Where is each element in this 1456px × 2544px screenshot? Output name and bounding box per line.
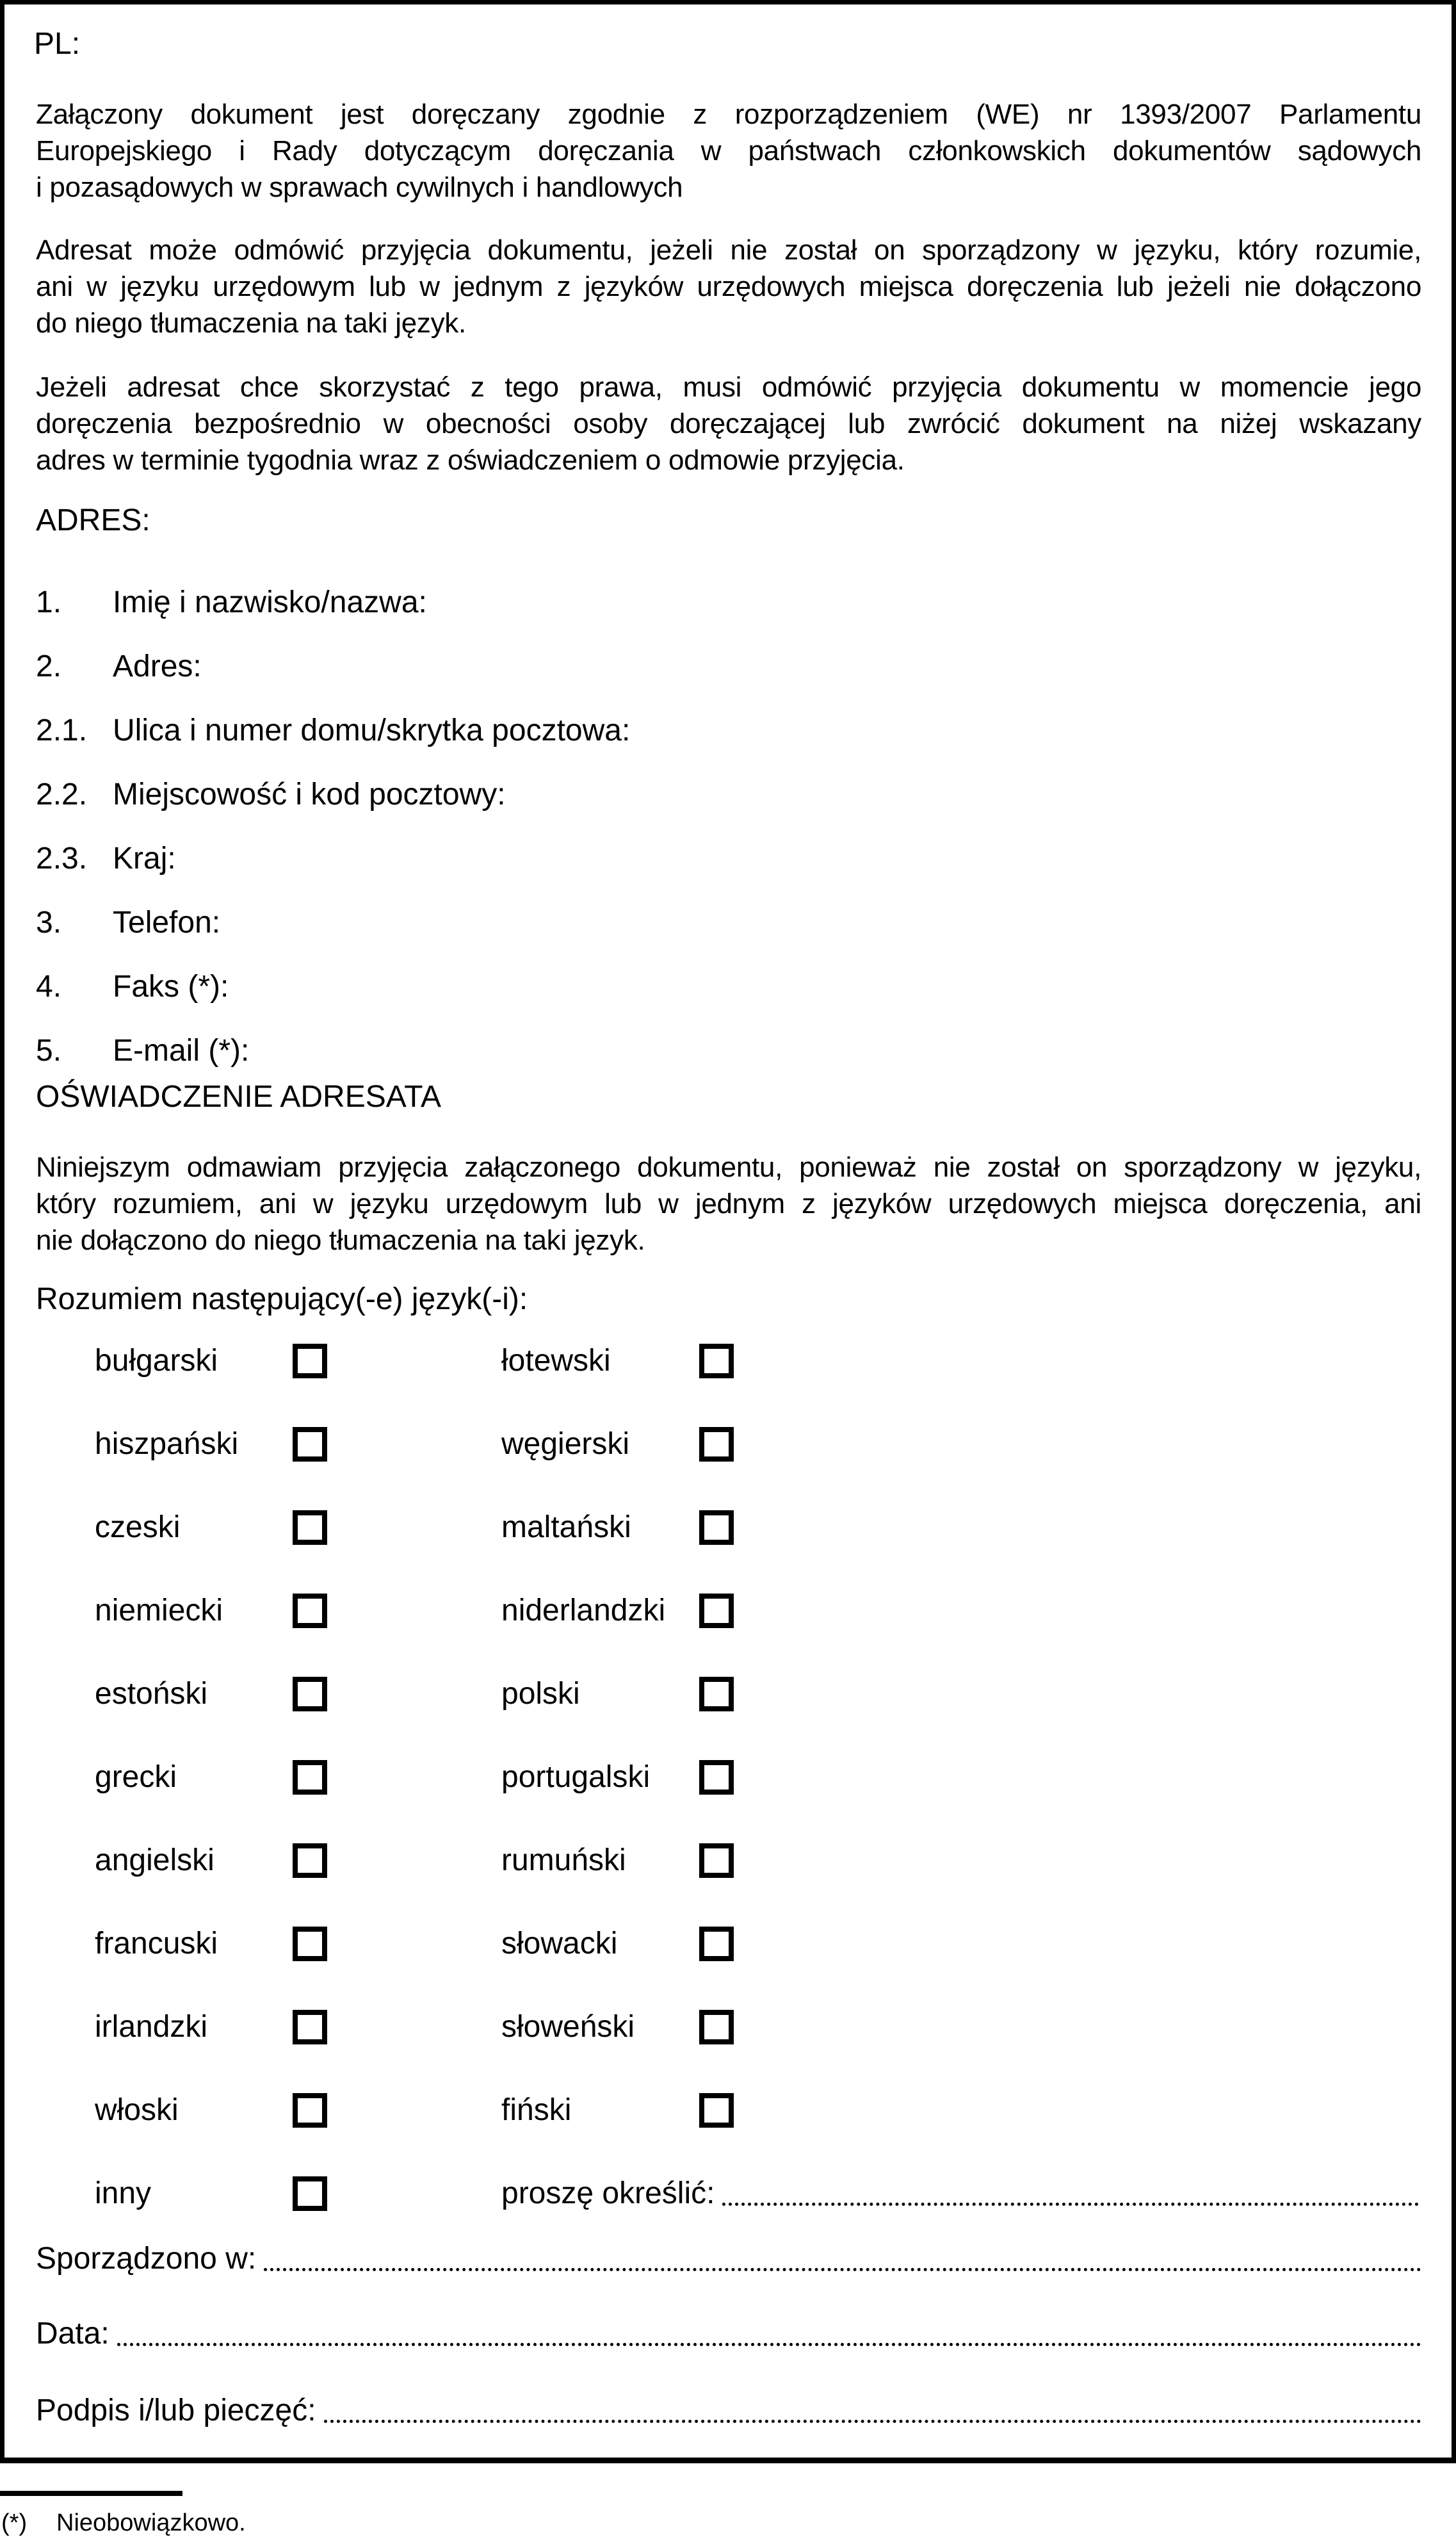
item-label: Telefon: xyxy=(113,906,221,940)
language-row-irlandzki-slowenski xyxy=(36,2005,1421,2050)
address-item-phone xyxy=(36,904,1421,941)
language-row-wloski-finski xyxy=(36,2088,1421,2133)
checkbox-wegierski[interactable] xyxy=(699,1427,734,1462)
paragraph-line: Adresat może odmówić przyjęcia dokumentu, jeżeli nie został on sporządzony w języku, który rozumie, xyxy=(36,234,1421,266)
language-label-rumunski: rumuński xyxy=(501,1843,626,1877)
language-row-angielski-rumunski xyxy=(36,1838,1421,1883)
language-code-label: PL: xyxy=(34,27,81,61)
checkbox-irlandzki[interactable] xyxy=(293,2010,327,2044)
item-number: 1. xyxy=(36,585,62,619)
language-label-niderlandzki: niderlandzki xyxy=(501,1594,666,1627)
footnote xyxy=(1,2507,246,2539)
checkbox-francuski[interactable] xyxy=(293,1927,327,1961)
field-label-data: Data: xyxy=(36,2317,109,2351)
checkbox-niemiecki[interactable] xyxy=(293,1594,327,1628)
checkbox-angielski[interactable] xyxy=(293,1843,327,1878)
checkbox-polski[interactable] xyxy=(699,1677,734,1711)
field-sporzadzono-w xyxy=(36,2240,1421,2277)
item-number: 3. xyxy=(36,906,62,940)
language-label-grecki: grecki xyxy=(95,1760,177,1794)
checkbox-portugalski[interactable] xyxy=(699,1760,734,1795)
language-label-irlandzki: irlandzki xyxy=(95,2010,208,2044)
item-label: Miejscowość i kod pocztowy: xyxy=(113,778,506,811)
item-label: Kraj: xyxy=(113,842,176,876)
checkbox-slowenski[interactable] xyxy=(699,2010,734,2044)
language-label-maltanski: maltański xyxy=(501,1510,631,1544)
paragraph-line: adres w terminie tygodnia wraz z oświadczeniem o odmowie przyjęcia. xyxy=(36,444,905,476)
checkbox-lotewski[interactable] xyxy=(699,1344,734,1378)
field-label-podpis: Podpis i/lub pieczęć: xyxy=(36,2393,316,2427)
language-label-wloski: włoski xyxy=(95,2093,179,2127)
language-label-inny: inny xyxy=(95,2176,152,2210)
paragraph-line: nie dołączono do niego tłumaczenia na taki język. xyxy=(36,1225,645,1256)
language-row-francuski-slowacki xyxy=(36,1921,1421,1966)
item-label: Imię i nazwisko/nazwa: xyxy=(113,585,427,619)
specify-other-label: proszę określić: xyxy=(501,2176,715,2210)
paragraph-line: ani w języku urzędowym lub w jednym z języków urzędowych miejsca doręczenia lub jeżeli nie dołączono xyxy=(36,271,1421,302)
language-row-inny xyxy=(36,2171,1421,2216)
intro-paragraph-2 xyxy=(36,232,1421,341)
address-item-name xyxy=(36,584,1421,621)
intro-paragraph-3 xyxy=(36,369,1421,478)
paragraph-line: do niego tłumaczenia na taki język. xyxy=(36,307,466,339)
language-label-czeski: czeski xyxy=(95,1510,181,1544)
language-label-niemiecki: niemiecki xyxy=(95,1594,223,1627)
checkbox-grecki[interactable] xyxy=(293,1760,327,1795)
language-label-portugalski: portugalski xyxy=(501,1760,651,1794)
address-item-country xyxy=(36,840,1421,877)
language-row-bulgarski-lotewski xyxy=(36,1339,1421,1383)
address-item-street xyxy=(36,712,1421,749)
language-label-francuski: francuski xyxy=(95,1927,218,1961)
checkbox-hiszpanski[interactable] xyxy=(293,1427,327,1462)
item-label: Faks (*): xyxy=(113,970,229,1004)
address-item-email xyxy=(36,1032,1421,1069)
paragraph-line: i pozasądowych w sprawach cywilnych i handlowych xyxy=(36,172,683,203)
item-label: E-mail (*): xyxy=(113,1034,250,1068)
checkbox-finski[interactable] xyxy=(699,2093,734,2128)
field-podpis xyxy=(36,2392,1421,2429)
language-label-estonski: estoński xyxy=(95,1677,208,1711)
specify-other-field[interactable] xyxy=(722,2203,1419,2206)
field-podpis-input-line[interactable] xyxy=(324,2420,1421,2423)
paragraph-line: Europejskiego i Rady dotyczącym doręczania w państwach członkowskich dokumentów sądowych xyxy=(36,135,1421,167)
checkbox-czeski[interactable] xyxy=(293,1510,327,1545)
paragraph-line: Niniejszym odmawiam przyjęcia załączonego dokumentu, ponieważ nie został on sporządzony w języku, xyxy=(36,1152,1421,1183)
item-number: 4. xyxy=(36,970,62,1004)
paragraph-line: Załączony dokument jest doręczany zgodnie z rozporządzeniem (WE) nr 1393/2007 Parlamentu xyxy=(36,99,1421,130)
field-label-sporzadzono-w: Sporządzono w: xyxy=(36,2242,257,2276)
language-label-bulgarski: bułgarski xyxy=(95,1344,218,1378)
language-label-lotewski: łotewski xyxy=(501,1344,611,1378)
item-number: 5. xyxy=(36,1034,62,1068)
field-sporzadzono-w-input-line[interactable] xyxy=(264,2268,1421,2271)
field-data xyxy=(36,2315,1421,2352)
checkbox-niderlandzki[interactable] xyxy=(699,1594,734,1628)
paragraph-line: Jeżeli adresat chce skorzystać z tego prawa, musi odmówić przyjęcia dokumentu w momencie jego xyxy=(36,371,1421,403)
field-data-input-line[interactable] xyxy=(117,2343,1421,2346)
checkbox-maltanski[interactable] xyxy=(699,1510,734,1545)
language-row-niemiecki-niderlandzki xyxy=(36,1588,1421,1633)
item-number: 2.3. xyxy=(36,842,88,876)
language-row-hiszpanski-wegierski xyxy=(36,1422,1421,1467)
language-label-wegierski: węgierski xyxy=(501,1427,630,1461)
language-label-slowacki: słowacki xyxy=(501,1927,618,1961)
languages-intro: Rozumiem następujący(-e) język(-i): xyxy=(36,1282,528,1316)
language-row-czeski-maltanski xyxy=(36,1505,1421,1550)
item-label: Adres: xyxy=(113,649,202,683)
footnote-text: Nieobowiązkowo. xyxy=(56,2509,246,2536)
declaration-paragraph xyxy=(36,1149,1421,1259)
language-label-finski: fiński xyxy=(501,2093,572,2127)
footnote-marker: (*) xyxy=(1,2509,28,2536)
item-number: 2.1. xyxy=(36,713,88,747)
item-number: 2. xyxy=(36,649,62,683)
language-row-estonski-polski xyxy=(36,1672,1421,1716)
checkbox-slowacki[interactable] xyxy=(699,1927,734,1961)
language-label-angielski: angielski xyxy=(95,1843,214,1877)
checkbox-rumunski[interactable] xyxy=(699,1843,734,1878)
item-number: 2.2. xyxy=(36,778,88,811)
address-item-address xyxy=(36,648,1421,685)
paragraph-line: który rozumiem, ani w języku urzędowym lub w jednym z języków urzędowych miejsca doręczenia, ani xyxy=(36,1188,1421,1219)
address-item-city xyxy=(36,776,1421,813)
paragraph-line: doręczenia bezpośrednio w obecności osoby doręczającej lub zwrócić dokument na niżej wskazany xyxy=(36,408,1421,439)
address-item-fax xyxy=(36,968,1421,1005)
footnote-rule xyxy=(0,2491,182,2496)
language-label-polski: polski xyxy=(501,1677,580,1711)
checkbox-wloski[interactable] xyxy=(293,2093,327,2128)
address-section-heading: ADRES: xyxy=(36,503,150,537)
checkbox-bulgarski[interactable] xyxy=(293,1344,327,1378)
checkbox-estonski[interactable] xyxy=(293,1677,327,1711)
language-row-grecki-portugalski xyxy=(36,1755,1421,1800)
language-label-hiszpanski: hiszpański xyxy=(95,1427,239,1461)
item-label: Ulica i numer domu/skrytka pocztowa: xyxy=(113,713,631,747)
declaration-heading: OŚWIADCZENIE ADRESATA xyxy=(36,1080,441,1114)
checkbox-inny[interactable] xyxy=(293,2176,327,2211)
language-label-slowenski: słoweński xyxy=(501,2010,635,2044)
intro-paragraph-1 xyxy=(36,96,1421,206)
